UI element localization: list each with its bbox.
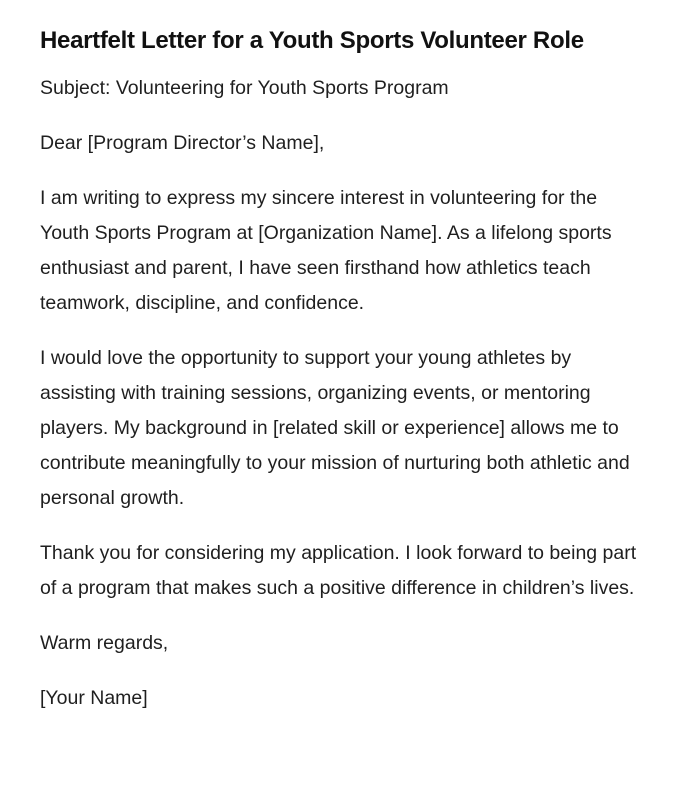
body-paragraph-3: Thank you for considering my application. I look forward to being part of a program that makes such a positive difference in children’s lives. [40,542,637,599]
body-paragraph-1: I am writing to express my sincere interest in volunteering for the Youth Sports Program at [Organization Name]. As a lifelong sports enthusiast and parent, I have seen firsthand how athletics teach teamwork, discipline, and confidence. [40,187,612,314]
letter-title: Heartfelt Letter for a Youth Sports Volunteer Role [40,27,584,54]
subject-line: Subject: Volunteering for Youth Sports Program [40,77,449,99]
salutation: Dear [Program Director’s Name], [40,132,325,154]
closing: Warm regards, [40,632,169,654]
signature: [Your Name] [40,687,148,709]
body-paragraph-2: I would love the opportunity to support your young athletes by assisting with training sessions, organizing events, or mentoring players. My background in [related skill or experience] allows me to contribute meaningfully to your mission of nurturing both athletic and personal growth. [40,347,630,509]
